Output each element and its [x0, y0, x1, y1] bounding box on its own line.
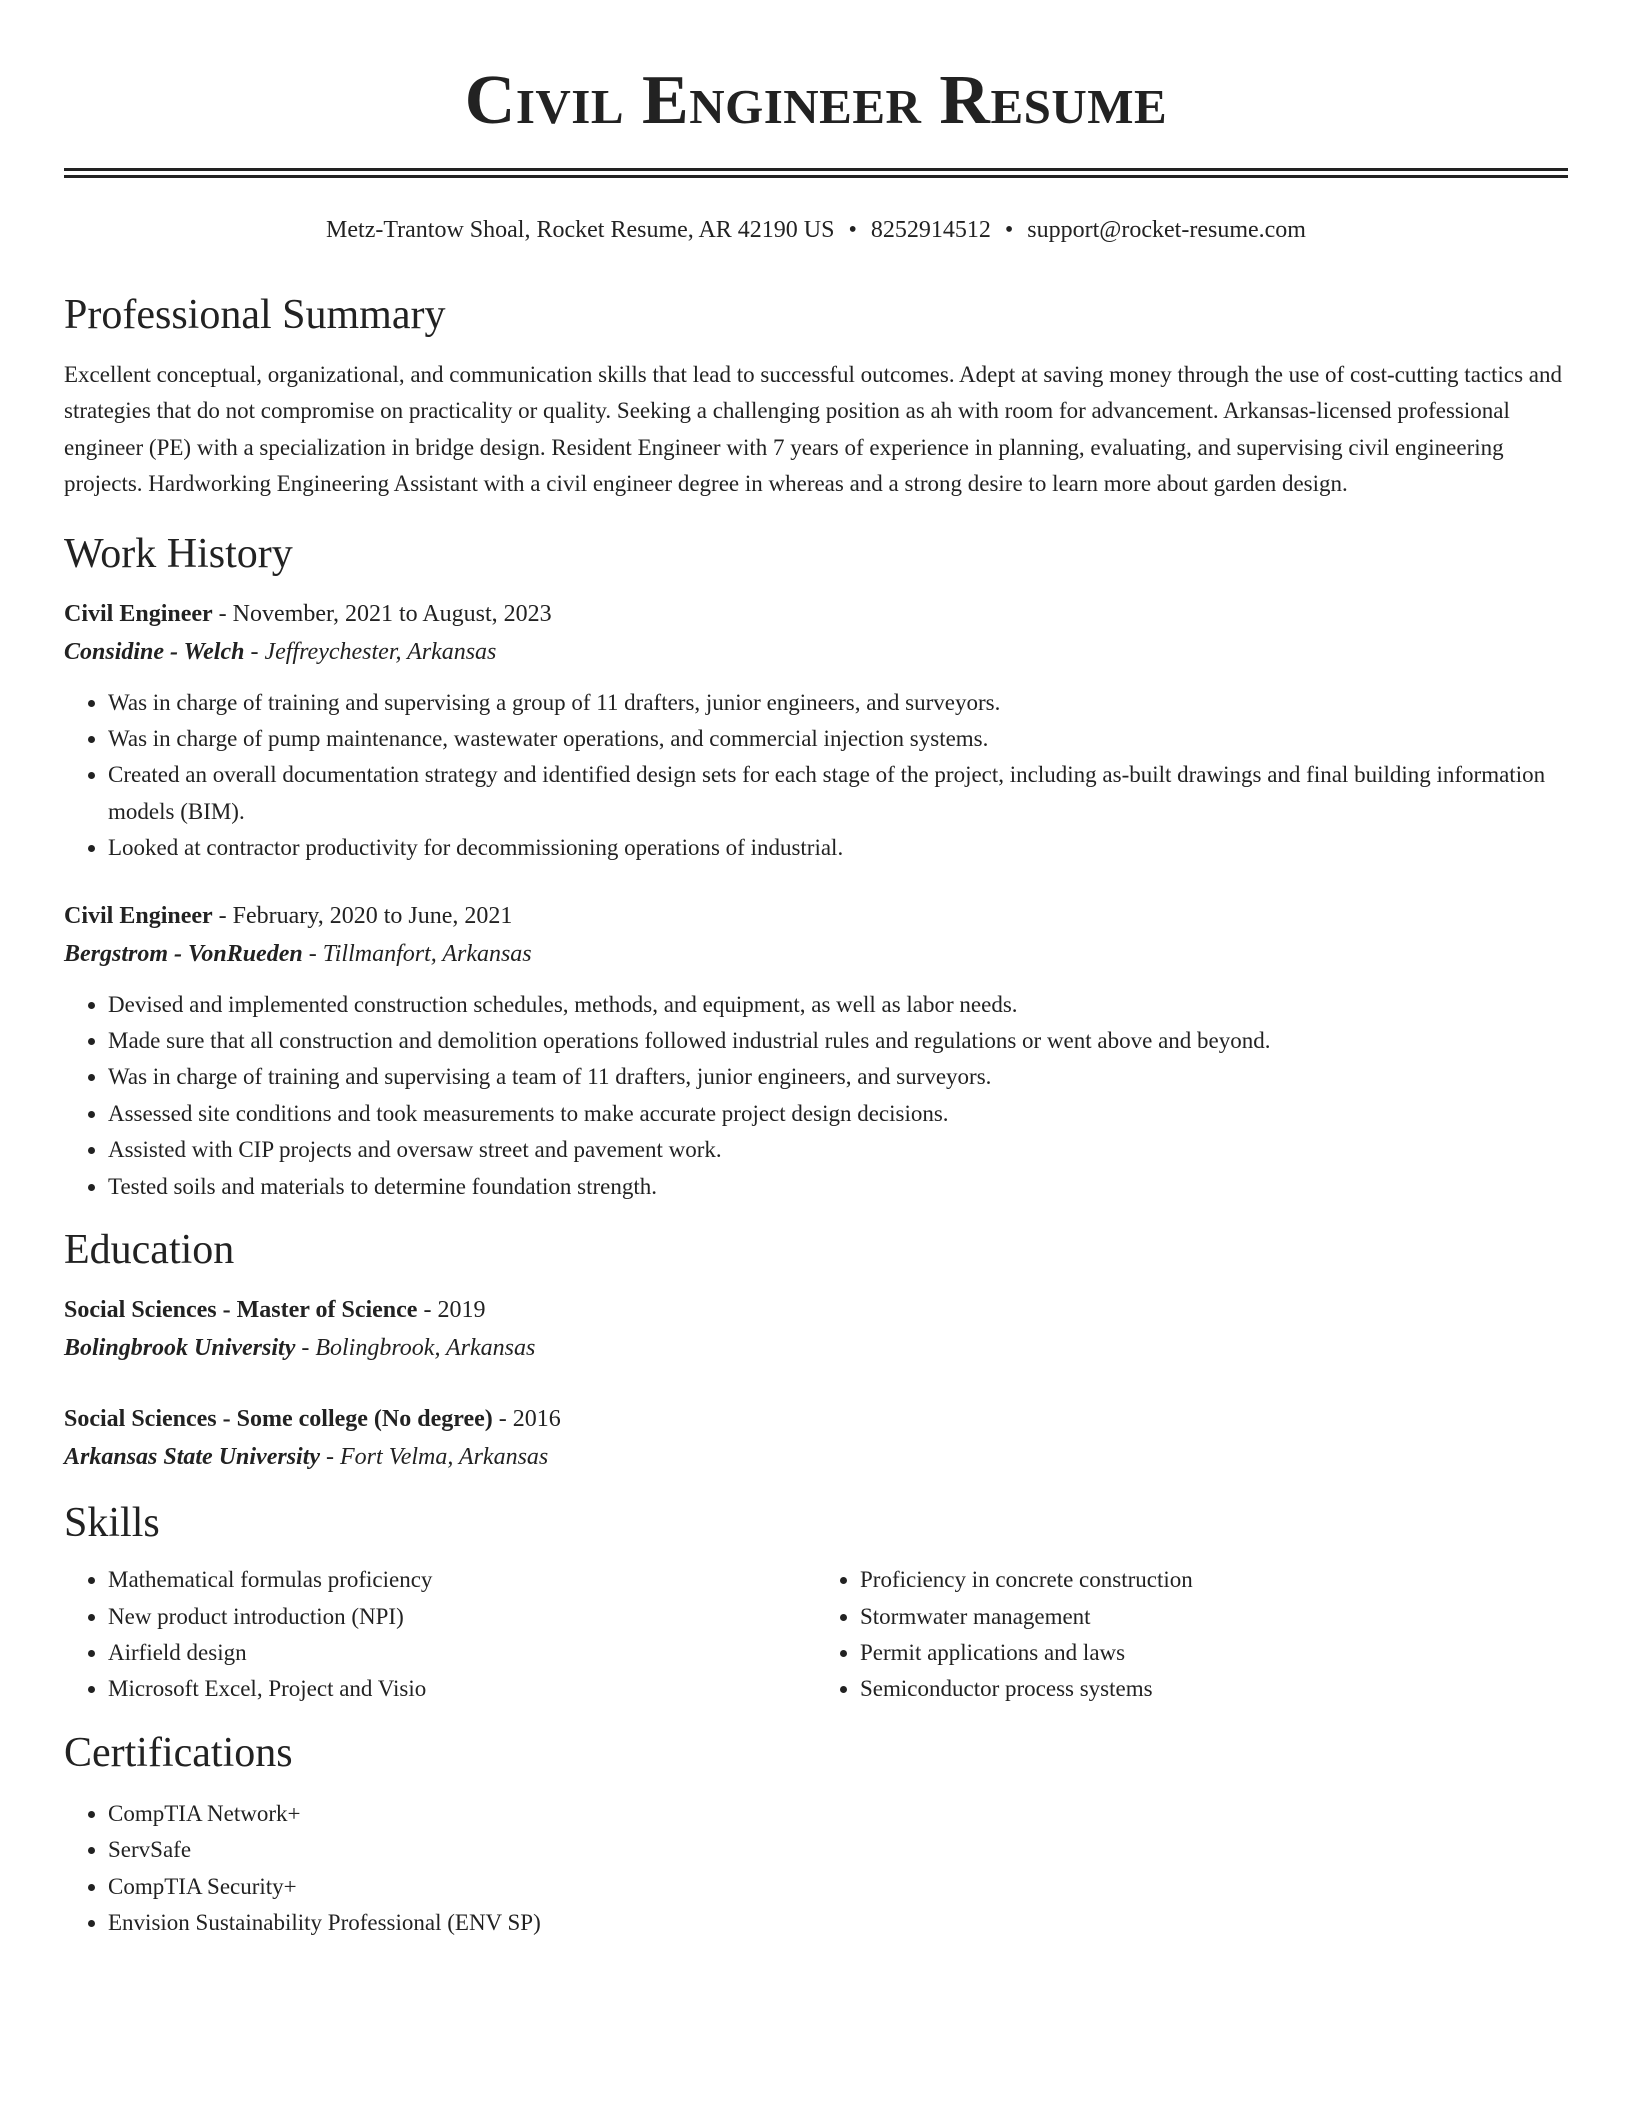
- job-bullet: • Was in charge of training and supervising a team of 11 drafters, junior engineers, and surveyors.: [108, 1059, 1568, 1095]
- education-heading: Education: [64, 1227, 235, 1274]
- job-bullet: • Was in charge of training and supervising a group of 11 drafters, junior engineers, and surveyors.: [108, 685, 1568, 721]
- degree-line: [64, 1400, 1568, 1438]
- job-title-line: [64, 595, 1568, 633]
- page-title: Civil Engineer Resume: [464, 62, 1168, 139]
- skill-item: • Permit applications and laws: [860, 1635, 1568, 1671]
- job-title: Civil Engineer: [64, 600, 213, 627]
- certification-item: • ServSafe: [108, 1832, 1568, 1868]
- certifications-list: [64, 1796, 1568, 1942]
- skill-item: • Semiconductor process systems: [860, 1671, 1568, 1707]
- job-bullet: • Devised and implemented construction schedules, methods, and equipment, as well as labor needs.: [108, 987, 1568, 1023]
- contact-email: support@rocket-resume.com: [1027, 217, 1306, 243]
- contact-phone: 8252914512: [870, 217, 991, 243]
- job-entry: [64, 595, 1568, 867]
- summary-text: Excellent conceptual, organizational, and communication skills that lead to successful outcomes. Adept at saving money through the use of cost-cutting tactics and strategies that do not compromise on practicality or quality. Seeking a challenging position as ah with room for advancement. Arkansas-licensed professional engineer (PE) with a specialization in bridge design. Resident Engineer with 7 years of experience in planning, evaluating, and supervising civil engineering projects. Hardworking Engineering Assistant with a civil engineer degree in whereas and a strong desire to learn more about garden design.: [64, 362, 1563, 497]
- job-bullet: • Made sure that all construction and demolition operations followed industrial rules and regulations or went above and beyond.: [108, 1023, 1568, 1059]
- summary-heading: Professional Summary: [64, 292, 446, 338]
- contact-address: Metz-Trantow Shoal, Rocket Resume, AR 42190 US: [326, 217, 835, 243]
- job-bullets: [64, 987, 1568, 1205]
- graduation-year: - 2016: [492, 1406, 561, 1433]
- title-divider: [64, 168, 1568, 178]
- job-title: Civil Engineer: [64, 902, 213, 929]
- school-location: - Bolingbrook, Arkansas: [295, 1335, 536, 1362]
- employer-line: [64, 633, 1568, 671]
- certifications-heading: Certifications: [64, 1729, 293, 1776]
- education-entry: [64, 1291, 1568, 1367]
- certification-item: • CompTIA Security+: [108, 1869, 1568, 1905]
- skills-heading: Skills: [64, 1500, 160, 1547]
- company-name: Considine - Welch: [64, 638, 245, 665]
- employer-line: [64, 935, 1568, 973]
- job-bullet: • Tested soils and materials to determine foundation strength.: [108, 1169, 1568, 1205]
- job-location: - Jeffreychester, Arkansas: [244, 638, 497, 665]
- skill-item: • Airfield design: [108, 1635, 816, 1671]
- skills-list: [64, 1562, 1568, 1708]
- skills-column-left: [64, 1562, 816, 1708]
- job-title-line: [64, 897, 1568, 935]
- skill-item: • Proficiency in concrete construction: [860, 1562, 1568, 1598]
- job-bullet: • Was in charge of pump maintenance, wastewater operations, and commercial injection systems.: [108, 721, 1568, 757]
- job-bullet: • Assisted with CIP projects and oversaw street and pavement work.: [108, 1132, 1568, 1168]
- job-bullet: • Assessed site conditions and took measurements to make accurate project design decisions.: [108, 1096, 1568, 1132]
- skill-item: • New product introduction (NPI): [108, 1599, 816, 1635]
- contact-separator: •: [1004, 217, 1014, 243]
- school-line: [64, 1329, 1568, 1367]
- contact-line: [64, 214, 1568, 246]
- job-dates: - February, 2020 to June, 2021: [212, 902, 513, 929]
- skills-column-right: [816, 1562, 1568, 1708]
- certification-item: • Envision Sustainability Professional (ENV SP): [108, 1905, 1568, 1941]
- skill-item: • Mathematical formulas proficiency: [108, 1562, 816, 1598]
- education-entry: [64, 1400, 1568, 1476]
- job-bullet: • Looked at contractor productivity for decommissioning operations of industrial.: [108, 830, 1568, 866]
- skill-item: • Microsoft Excel, Project and Visio: [108, 1671, 816, 1707]
- job-entry: [64, 897, 1568, 1205]
- degree-line: [64, 1291, 1568, 1329]
- degree: Social Sciences - Some college (No degree): [64, 1406, 493, 1433]
- school-line: [64, 1438, 1568, 1476]
- work-history-heading: Work History: [64, 530, 293, 577]
- job-bullet: • Created an overall documentation strategy and identified design sets for each stage of the project, including as-built drawings and final building information models (BIM).: [108, 757, 1568, 830]
- company-name: Bergstrom - VonRueden: [64, 940, 303, 967]
- job-location: - Tillmanfort, Arkansas: [302, 940, 532, 967]
- graduation-year: - 2019: [417, 1297, 486, 1324]
- job-bullets: [64, 685, 1568, 867]
- school-name: Bolingbrook University: [64, 1335, 296, 1362]
- contact-separator: •: [848, 217, 857, 243]
- school-location: - Fort Velma, Arkansas: [320, 1444, 549, 1471]
- school-name: Arkansas State University: [64, 1444, 321, 1471]
- degree: Social Sciences - Master of Science: [64, 1297, 418, 1324]
- certification-item: • CompTIA Network+: [108, 1796, 1568, 1832]
- job-dates: - November, 2021 to August, 2023: [212, 600, 552, 627]
- skill-item: • Stormwater management: [860, 1599, 1568, 1635]
